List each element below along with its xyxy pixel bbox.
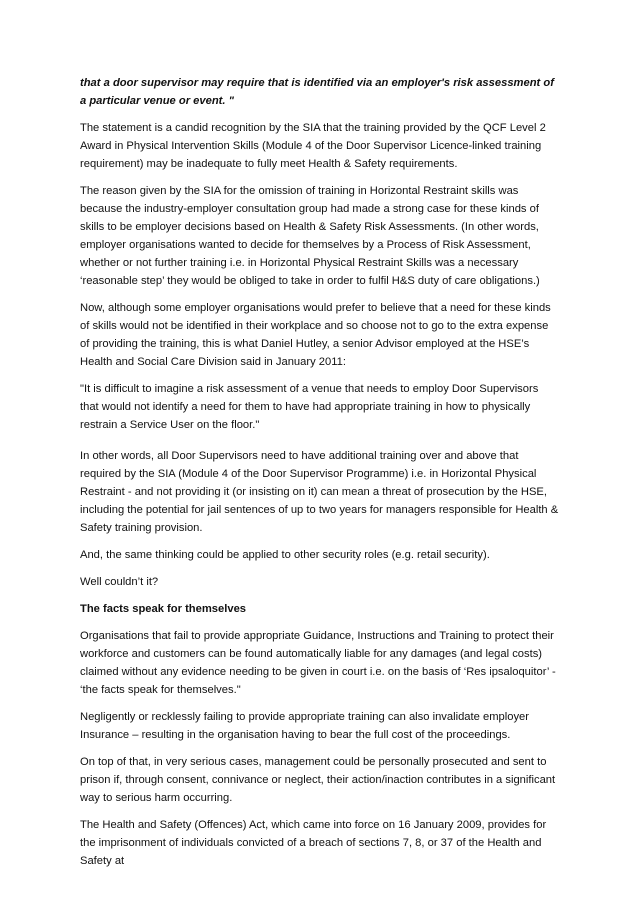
paragraph-prison: On top of that, in very serious cases, management could be personally prosecuted and sent to prison if, through consent, connivance or neglect, their action/inaction contributes in a significant way to serious harm occurring. (80, 756, 556, 804)
paragraph-same-thinking: And, the same thinking could be applied to other security roles (e.g. retail security). (80, 549, 490, 561)
quote-continuation: that a door supervisor may require that is identified via an employer's risk assessment of a particular venue or event. " (80, 77, 554, 107)
paragraph-well-couldnt-it: Well couldn’t it? (80, 576, 159, 588)
document-page (80, 74, 560, 879)
paragraph-sia-statement: The statement is a candid recognition by the SIA that the training provided by the QCF Level 2 Award in Physical Intervention Skills (Module 4 of the Door Supervisor Licence-linked training requirement) may be inadequate to fully meet Health & Safety requirements. (80, 122, 546, 170)
paragraph-organisations-fail: Organisations that fail to provide appropriate Guidance, Instructions and Training to protect their workforce and customers can be found automatically liable for any damages (and legal costs) claimed without any evidence needing to be given in court i.e. on the basis of ‘Res ipsaloquitor’ - ‘the facts speak for themselves." (80, 630, 556, 696)
paragraph-offences-act: The Health and Safety (Offences) Act, which came into force on 16 January 2009, provides for the imprisonment of individuals convicted of a breach of sections 7, 8, or 37 of the Health and Safety at (80, 819, 547, 867)
section-heading: The facts speak for themselves (80, 603, 247, 615)
paragraph-in-other-words: In other words, all Door Supervisors need to have additional training over and above that required by the SIA (Module 4 of the Door Supervisor Programme) i.e. in Horizontal Physical Restraint - and not providing it (or insisting on it) can mean a threat of prosecution by the HSE, including the potential for jail sentences of up to two years for managers responsible for Health & Safety training provision. (80, 450, 559, 534)
paragraph-hse-quote: "It is difficult to imagine a risk assessment of a venue that needs to employ Door Supervisors that would not identify a need for them to have had appropriate training in how to physically restrain a Service User on the floor." (80, 383, 539, 431)
paragraph-insurance: Negligently or recklessly failing to provide appropriate training can also invalidate employer Insurance – resulting in the organisation having to bear the full cost of the proceedings. (80, 711, 529, 741)
paragraph-employer-organisations: Now, although some employer organisations would prefer to believe that a need for these kinds of skills would not be identified in their workplace and so choose not to go to the extra expense of providing the training, this is what Daniel Hutley, a senior Advisor employed at the HSE’s Health and Social Care Division said in January 2011: (80, 302, 551, 368)
paragraph-omission-reason: The reason given by the SIA for the omission of training in Horizontal Restraint skills was because the industry-employer consultation group had made a strong case for these kinds of skills to be employer decisions based on Health & Safety Risk Assessments. (In other words, employer organisations wanted to decide for themselves by a Process of Risk Assessment, whether or not further training i.e. in Horizontal Physical Restraint Skills was a necessary ‘reasonable step’ they would be obliged to take in order to fulfil H&S duty of care obligations.) (80, 185, 540, 287)
